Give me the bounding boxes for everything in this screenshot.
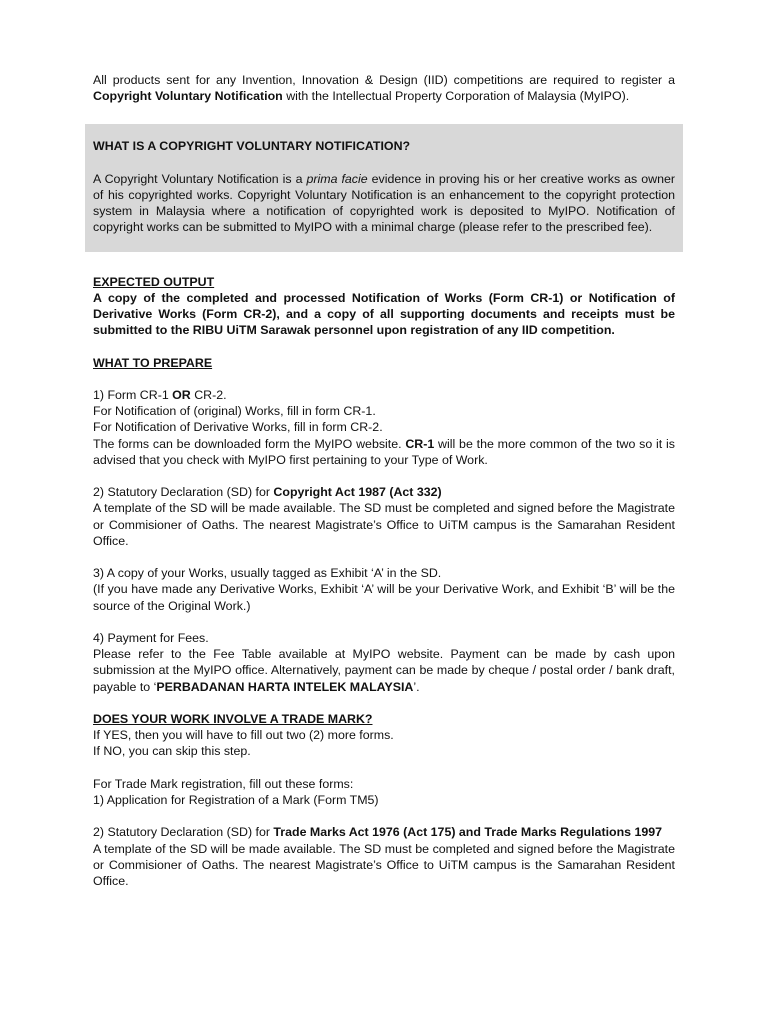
cvn-box (85, 124, 683, 251)
item1-line1: For Notification of (original) Works, fill in form CR-1. (93, 404, 376, 419)
intro-text: All products sent for any Invention, Innovation & Design (IID) competitions are required to register a (93, 73, 675, 87)
trademark-form2-paragraph: A template of the SD will be made available. The SD must be completed and signed before the Magistrate or Commisioner of Oaths. The nearest Magistrate’s Office to UiTM campus is the Samarahan Resident Office. (93, 841, 675, 888)
item1-line2: For Notification of Derivative Works, fill in form CR-2. (93, 420, 383, 435)
prepare-heading: WHAT TO PREPARE (93, 355, 213, 370)
item4-text-end: ’. (413, 679, 420, 694)
item2-title-bold: Copyright Act 1987 (Act 332) (273, 485, 442, 500)
document-page (93, 72, 675, 889)
item2-title (93, 484, 675, 500)
trademark-heading: DOES YOUR WORK INVOLVE A TRADE MARK? (93, 712, 373, 726)
item3-title: 3) A copy of your Works, usually tagged as Exhibit ‘A’ in the SD. (93, 566, 442, 581)
item4-paragraph (93, 646, 675, 695)
item1-title-end: CR-2. (190, 388, 227, 402)
intro-bold: Copyright Voluntary Notification (93, 89, 283, 104)
trademark-form2-title (93, 824, 675, 840)
expected-paragraph: A copy of the completed and processed Notification of Works (Form CR-1) or Notification of Derivative Works (Form CR-2), and a copy of all supporting documents and receipts must be submitted to the RIBU UiTM Sarawak personnel upon registration of any IID competition. (93, 290, 675, 338)
item1-line3-text: The forms can be downloaded form the MyIPO website. (93, 436, 406, 451)
item1-title (93, 387, 675, 403)
cvn-text: A Copyright Voluntary Notification is a (93, 171, 307, 186)
item1-line3-end: will be the more common of the two so it is advised that you check with MyIPO first pertaining to your Type of Work. (93, 436, 675, 467)
trademark-no: If NO, you can skip this step. (93, 744, 251, 759)
expected-heading: EXPECTED OUTPUT (93, 274, 215, 289)
item2-title-text: 2) Statutory Declaration (SD) for (93, 485, 274, 500)
trademark-yes: If YES, then you will have to fill out two (2) more forms. (93, 728, 394, 743)
item4-title: 4) Payment for Fees. (93, 631, 209, 645)
form2-title-bold: Trade Marks Act 1976 (Act 175) and Trade Marks Regulations 1997 (273, 825, 663, 840)
item4-bold: PERBADANAN HARTA INTELEK MALAYSIA (156, 679, 414, 694)
item1-line3-bold: CR-1 (405, 436, 435, 451)
cvn-text-end: evidence in proving his or her creative works as owner of his copyrighted works. Copyright Voluntary Notification is an enhancement to the copyright protection system in Malaysia where a notification of copyrighted work is deposited to MyIPO. Notification of copyright works can be submitted to MyIPO with a minimal charge (please refer to the prescribed fee). (93, 171, 675, 235)
item2-paragraph: A template of the SD will be made available. The SD must be completed and signed before the Magistrate or Commisioner of Oaths. The nearest Magistrate’s Office to UiTM campus is the Samarahan Resident Office. (93, 501, 675, 548)
trademark-form1: 1) Application for Registration of a Mark (Form TM5) (93, 793, 379, 807)
item4-text: Please refer to the Fee Table available at MyIPO website. Payment can be made by cash upon submission at the MyIPO office. Alternatively, payment can be made by cheque / postal order / bank draft, payable to ‘ (93, 647, 675, 694)
intro-text-end: with the Intellectual Property Corporation of Malaysia (MyIPO). (282, 89, 630, 104)
item1-title-or: OR (172, 388, 191, 402)
item1-line3 (93, 436, 675, 468)
trademark-forms-intro: For Trade Mark registration, fill out these forms: (93, 776, 354, 791)
cvn-heading: WHAT IS A COPYRIGHT VOLUNTARY NOTIFICATION? (93, 139, 411, 154)
item3-paragraph: (If you have made any Derivative Works, Exhibit ‘A’ will be your Derivative Work, and Exhibit ‘B’ will be the source of the Original Work.) (93, 582, 675, 613)
intro-paragraph (93, 72, 675, 104)
form2-title-text: 2) Statutory Declaration (SD) for (93, 825, 274, 840)
item1-title-text: 1) Form CR-1 (93, 388, 173, 402)
cvn-italic: prima facie (306, 171, 368, 186)
cvn-paragraph (93, 171, 675, 236)
